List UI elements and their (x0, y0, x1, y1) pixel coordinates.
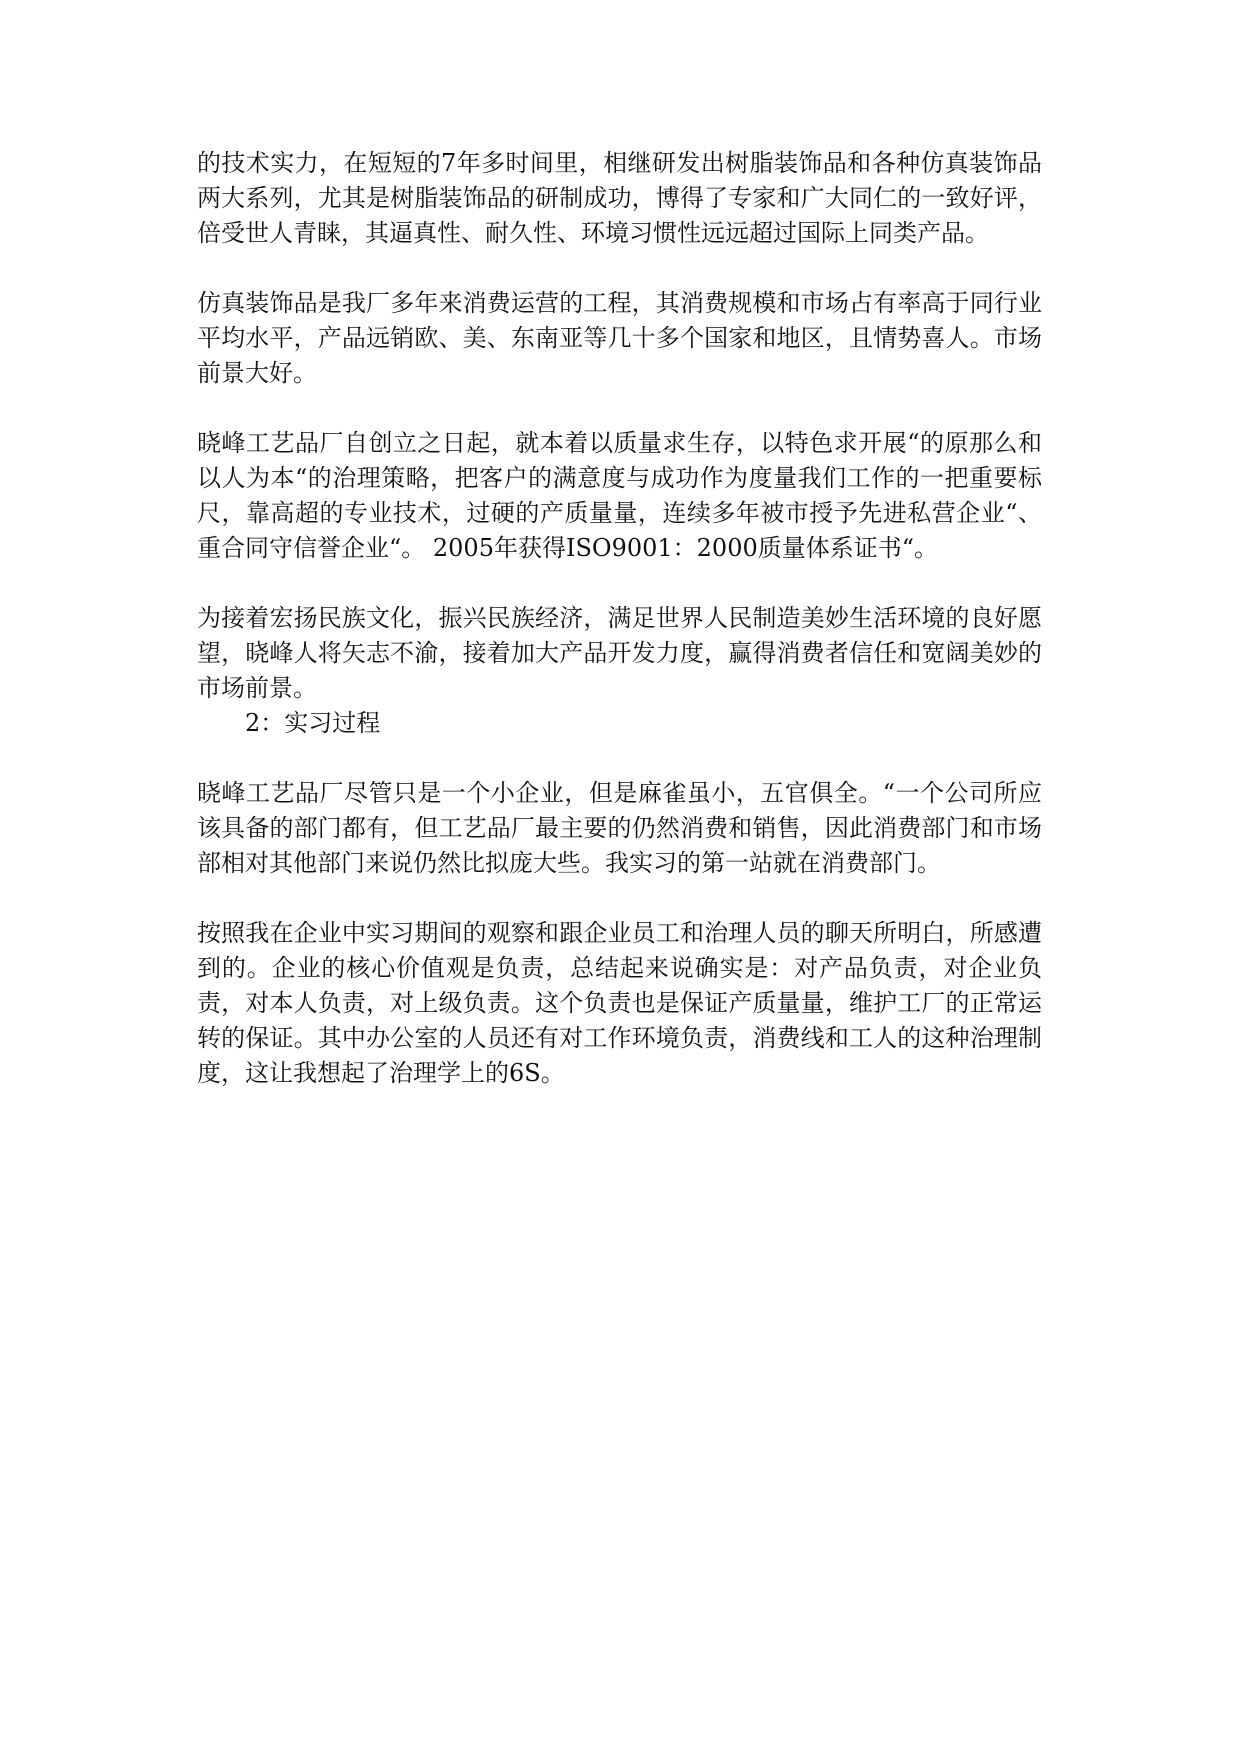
paragraph-company-technology: 的技术实力，在短短的7年多时间里，相继研发出树脂装饰品和各种仿真装饰品两大系列，尤其是树脂装饰品的研制成功，博得了专家和广大同仁的一致好评，倍受世人青睐，其逼真性、耐久性、环境习惯性远远超过国际上同类产品。 (197, 149, 1042, 247)
paragraph-product-market: 仿真装饰品是我厂多年来消费运营的工程，其消费规模和市场占有率高于同行业平均水平，产品远销欧、美、东南亚等几十多个国家和地区，且情势喜人。市场前景大好。 (197, 289, 1042, 387)
document-body (197, 146, 1042, 1091)
section-heading-internship-process: 2：实习过程 (245, 709, 381, 737)
paragraph-spacer (197, 881, 1042, 916)
paragraph-spacer (197, 251, 1042, 286)
paragraph-spacer (197, 566, 1042, 601)
paragraph-spacer (197, 391, 1042, 426)
paragraph-quality-honors: 晓峰工艺品厂自创立之日起，就本着以质量求生存，以特色求开展“的原那么和以人为本“的治理策略，把客户的满意度与成功作为度量我们工作的一把重要标尺，靠高超的专业技术，过硬的产质量量，连续多年被市授予先进私营企业“、重合同守信誉企业“。 2005年获得ISO9001：2000质量体系证书“。 (197, 429, 1042, 562)
paragraph-core-values: 按照我在企业中实习期间的观察和跟企业员工和治理人员的聊天所明白，所感遭到的。企业的核心价值观是负责，总结起来说确实是：对产品负责，对企业负责，对本人负责，对上级负责。这个负责也是保证产质量量，维护工厂的正常运转的保证。其中办公室的人员还有对工作环境负责，消费线和工人的这种治理制度，这让我想起了治理学上的6S。 (197, 919, 1042, 1087)
paragraph-future-vision: 为接着宏扬民族文化，振兴民族经济，满足世界人民制造美妙生活环境的良好愿望，晓峰人将矢志不渝，接着加大产品开发力度，赢得消费者信任和宽阔美妙的市场前景。 (197, 604, 1042, 702)
paragraph-spacer (197, 741, 1042, 776)
paragraph-departments: 晓峰工艺品厂尽管只是一个小企业，但是麻雀虽小，五官俱全。“一个公司所应该具备的部门都有，但工艺品厂最主要的仍然消费和销售，因此消费部门和市场部相对其他部门来说仍然比拟庞大些。我实习的第一站就在消费部门。 (197, 779, 1042, 877)
